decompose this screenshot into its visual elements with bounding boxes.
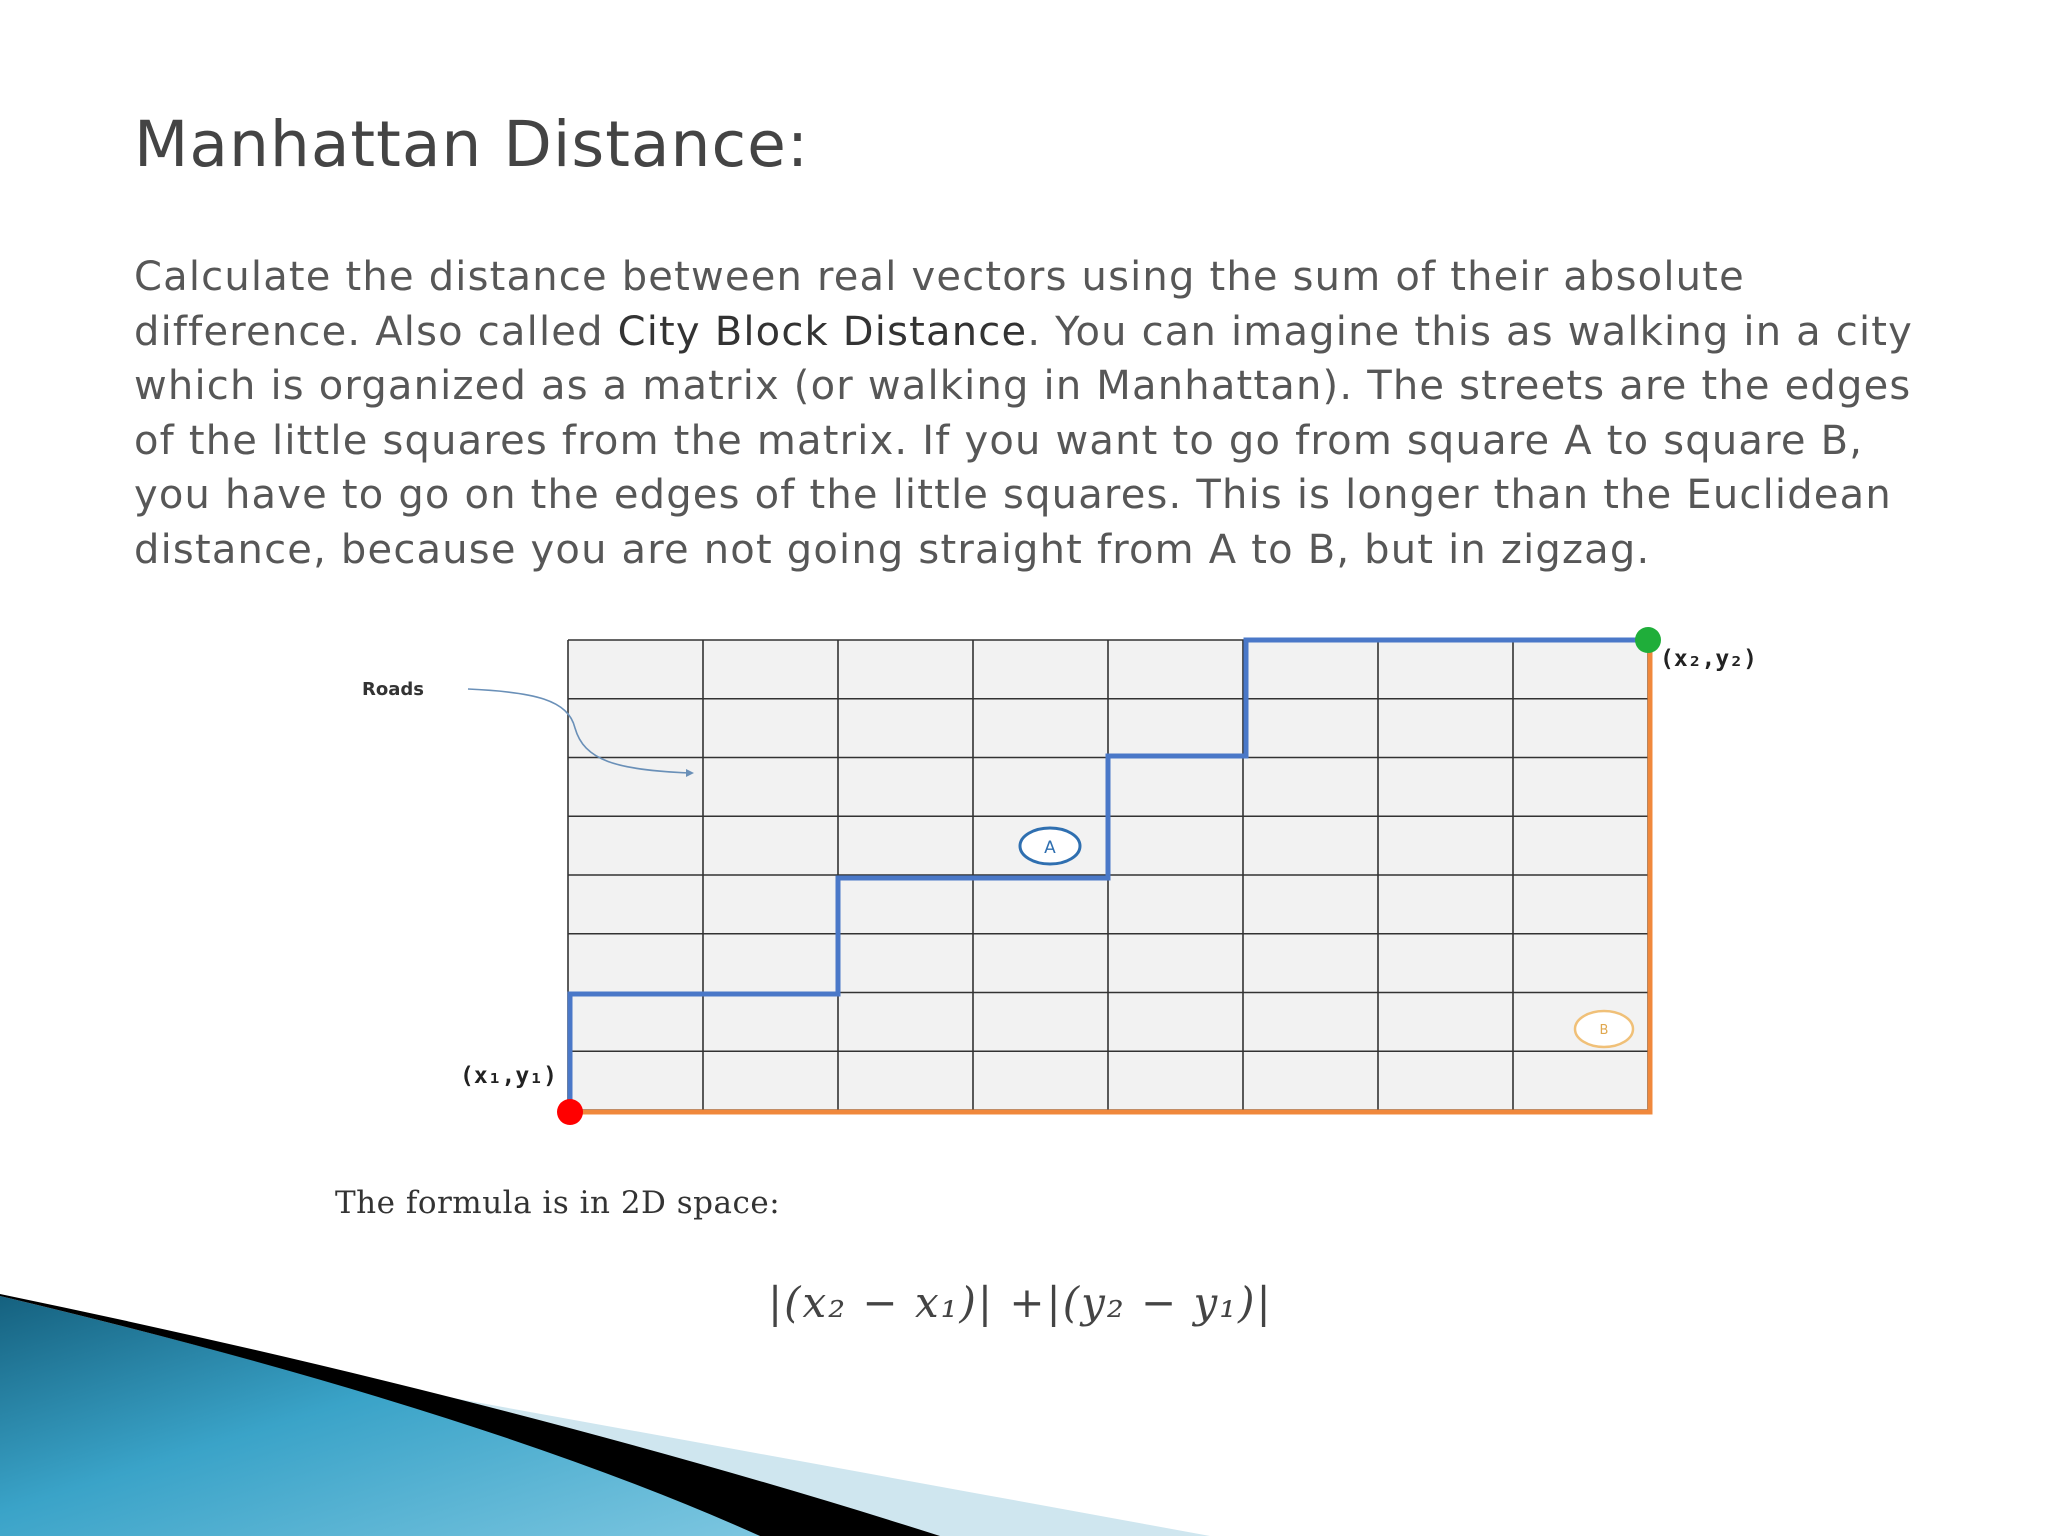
city-block-emphasis: City Block Distance: [617, 308, 1028, 355]
slide-title: Manhattan Distance:: [134, 108, 810, 181]
swoosh-blue: [0, 1296, 760, 1536]
roads-label: Roads: [362, 679, 424, 700]
point1-label: (x₁,y₁): [460, 1063, 557, 1089]
marker-b-label: B: [1599, 1023, 1609, 1038]
manhattan-formula: |(x₂ − x₁)| +|(y₂ − y₁)|: [768, 1278, 1273, 1327]
body-text-part1: Calculate the distance between real vectors using the sum of their absolute difference. Also called: [134, 254, 1745, 355]
formula-label: The formula is in 2D space:: [335, 1185, 781, 1221]
point2-label: (x₂,y₂): [1660, 646, 1757, 672]
body-text-part2: . You can imagine this as walking in a city which is organized as a matrix (or walking in Manhattan). The streets are the edges of the little squares from the matrix. If you want to go from square A to square B, you have to go on the edges of the little squares. This is longer than the Euclidean distance, because you are not going straight from A to B, but in zigzag.: [134, 308, 1914, 573]
marker-a-label: A: [1044, 838, 1056, 858]
